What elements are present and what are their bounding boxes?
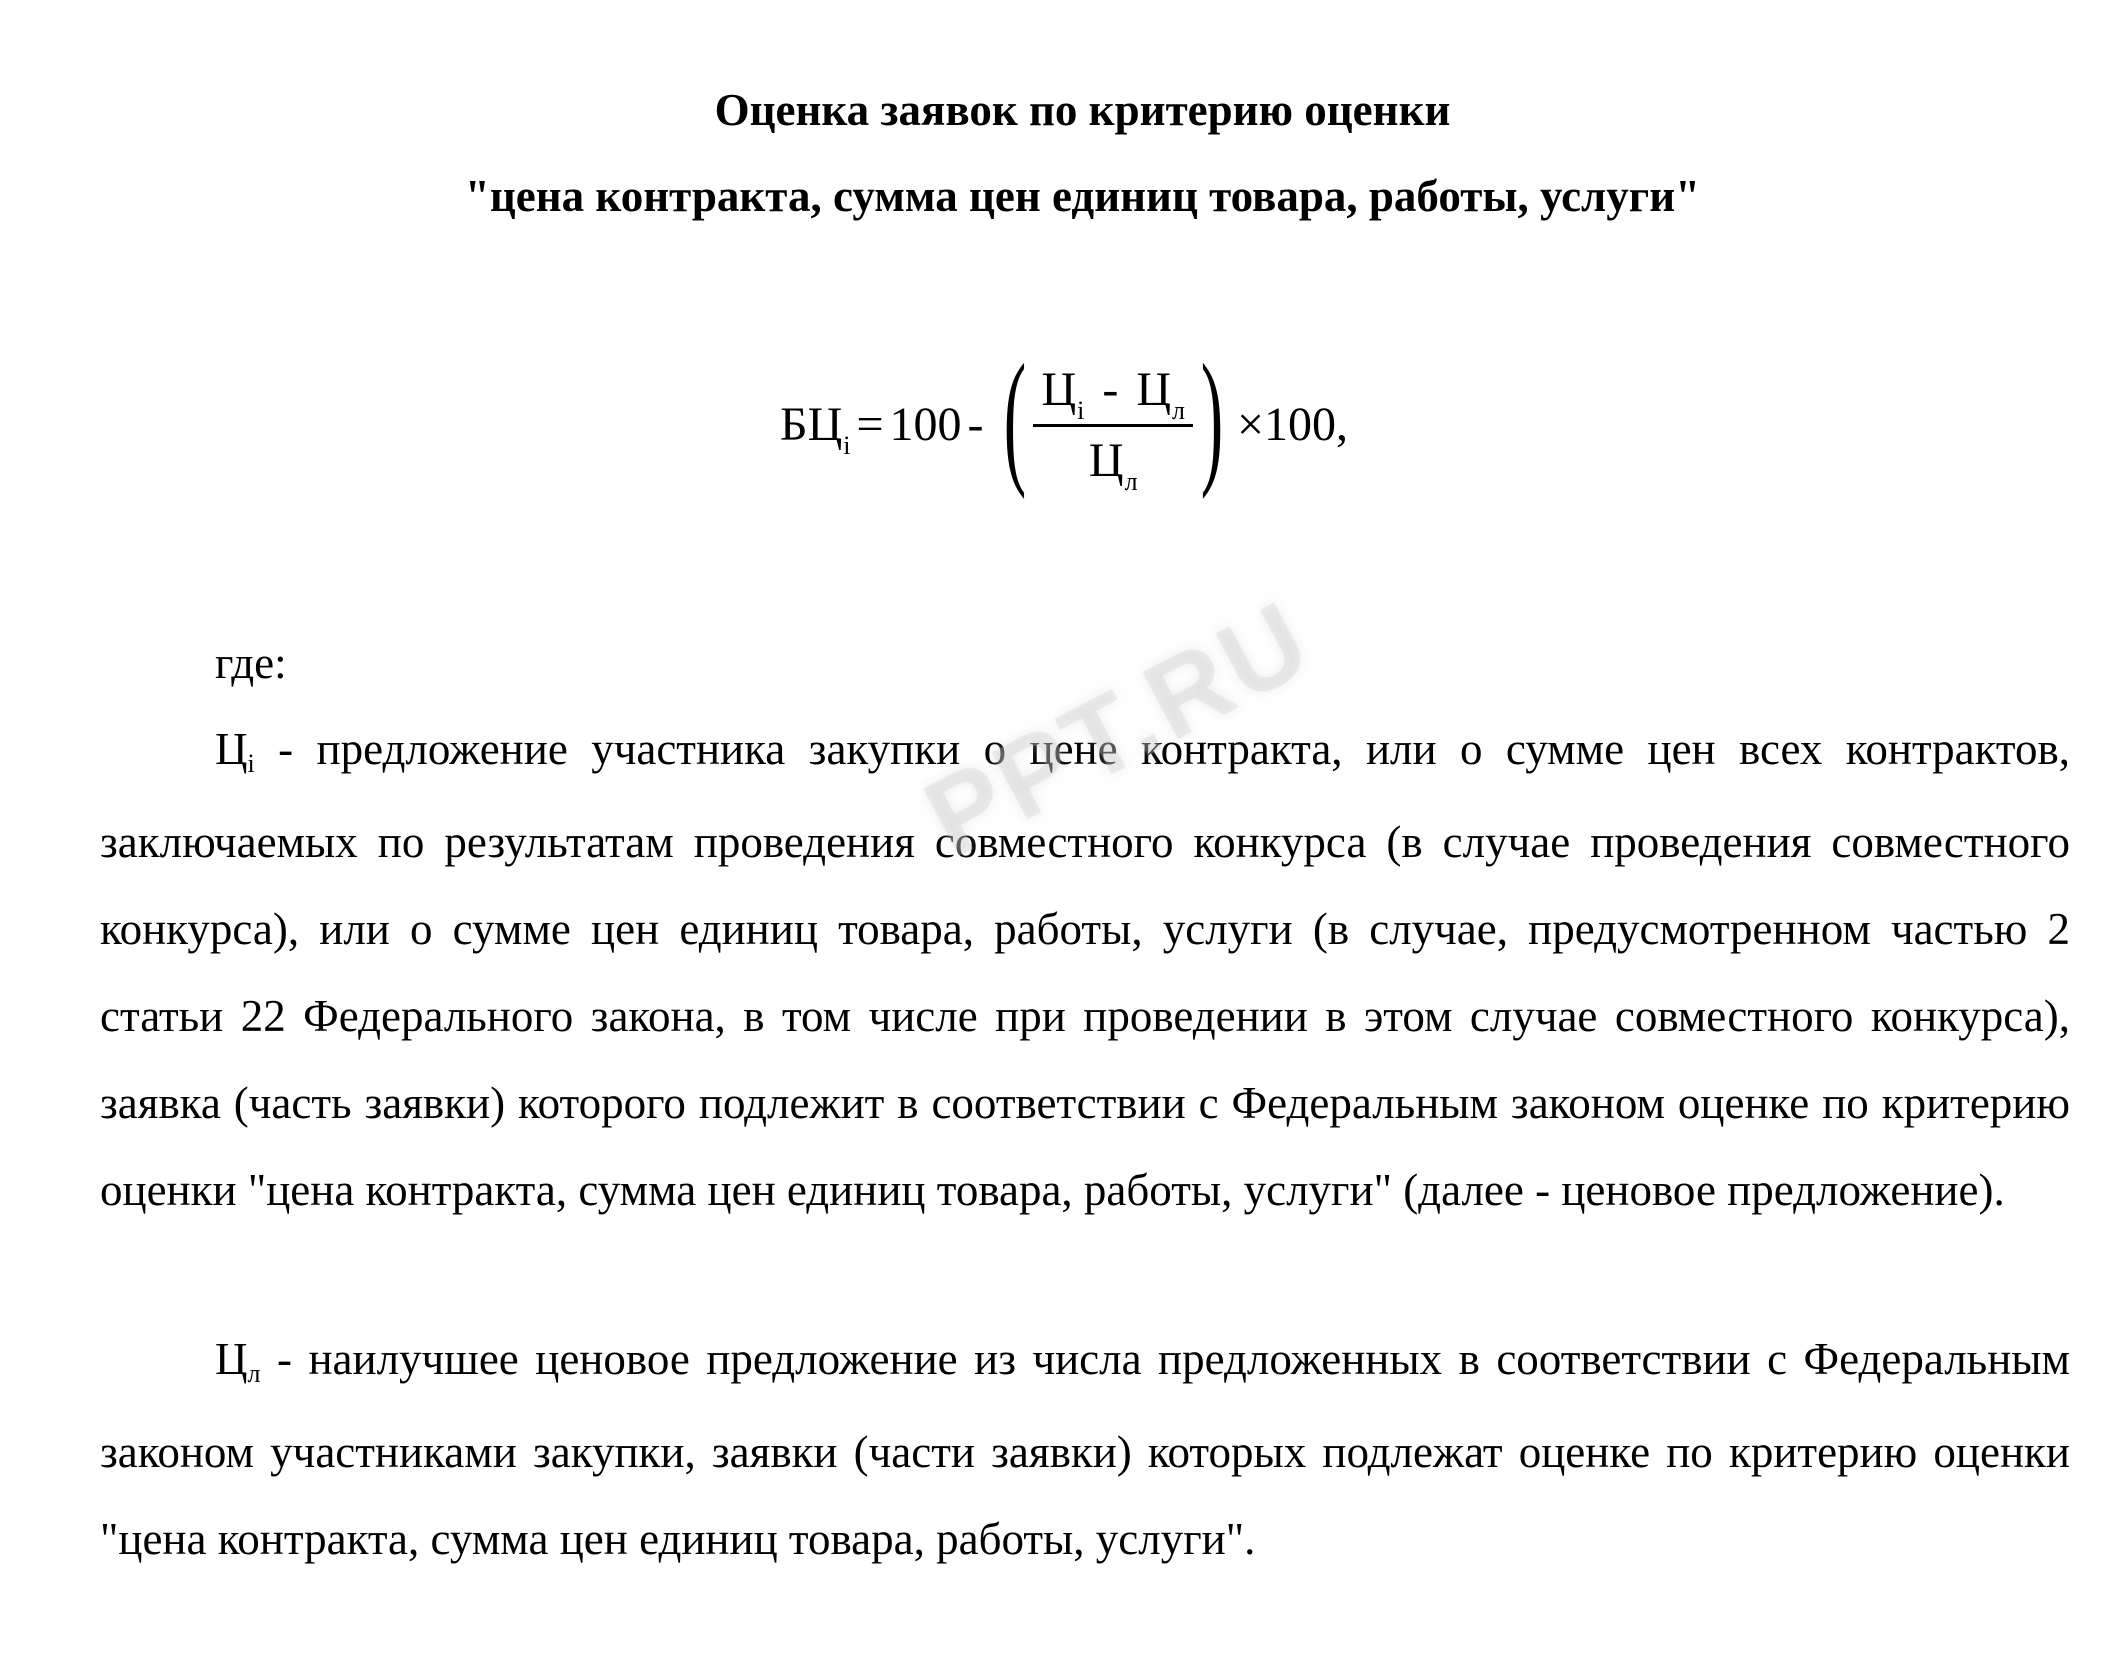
formula-equals: = (856, 398, 884, 451)
formula-fraction (1033, 362, 1193, 496)
formula-denominator: $Ц_л$ (1088, 433, 1138, 496)
formula-minus: - (967, 398, 984, 451)
formula-paren-open: ( (1003, 334, 1026, 500)
definition-ci (100, 706, 2070, 1234)
watermark: PPT.RU (905, 576, 1331, 881)
definition-ci-text: - предложение участника закупки о цене контракта, или о сумме цен всех контрактов, заключаемых по результатам проведения совместного конкурса (в случае проведения совместного конкурса), или о сумме цен единиц товара, работы, услуги (в случае, предусмотренном частью 2 статьи 22 Федерального закона, в том числе при проведении в этом случае совместного конкурса), заявка (часть заявки) которого подлежит в соответствии с Федеральным законом оценке по критерию оценки "цена контракта, сумма цен единиц товара, работы, услуги" (далее - ценовое предложение). (100, 724, 2070, 1215)
price-score-formula (780, 334, 1349, 510)
formula-lhs: $БЦ_i$ (780, 398, 851, 460)
definition-cl (100, 1316, 2070, 1583)
symbol-ci: Цi (215, 724, 255, 778)
formula-multiplier: ×100, (1236, 398, 1349, 451)
formula-constant: 100 (889, 398, 962, 451)
symbol-cl: Цл (215, 1334, 261, 1388)
formula-paren-close: ) (1200, 334, 1224, 500)
document-title-line-2: "цена контракта, сумма цен единиц товара, работы, услуги" (464, 171, 1701, 221)
document-title-line-1: Оценка заявок по критерию оценки (714, 85, 1451, 135)
definition-cl-text: - наилучшее ценовое предложение из числа предложенных в соответствии с Федеральным законом участниками закупки, заявки (части заявки) которых подлежат оценке по критерию оценки "цена контракта, сумма цен единиц товара, работы, услуги". (100, 1334, 2070, 1564)
formula-numerator: $Ц_i - Ц_л$ (1033, 366, 1193, 427)
where-label: где: (215, 638, 287, 688)
